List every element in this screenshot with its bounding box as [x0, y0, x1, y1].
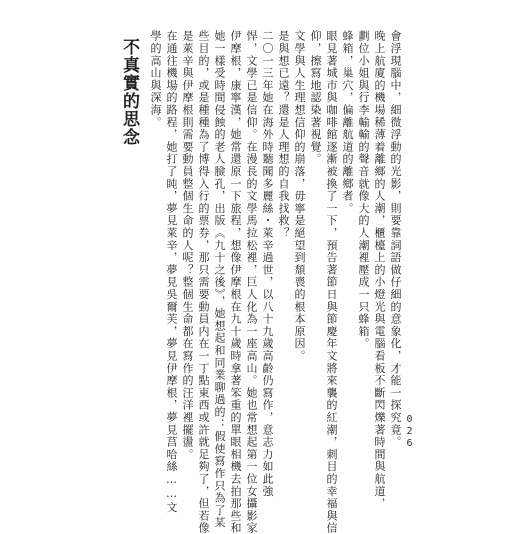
text-line: 她一樣受時間侵蝕的老人臉孔，出版《九十之後》，她想起和同業聊過的：假使寫作只為了某	[213, 30, 226, 529]
text-line: 仰，擦寫地認染著視覺。	[309, 30, 322, 166]
text-line: 悍，文學已是信仰。在漫長的文學馬拉松裡，巨人化為一座高山。她也常想起第一位女攝影家	[245, 30, 258, 534]
text-line: 在通往機場的路程，她打了盹，夢見萊辛，夢見吳爾芙，夢見伊摩根，夢見莒哈絲……文	[165, 30, 178, 514]
text-line: 伊摩根，康寧漢，她常還原一下旅程，想像伊摩根在九十歲時拿著笨重的單眼相機去拍那些和	[229, 30, 242, 534]
text-line: 晚上航廈的機場稀薄着離鄉的人潮，櫃檯上的小燈光與電腦看板不斷閃爍著時間與航道，	[373, 30, 386, 510]
text-line: 劃位小姐與行李輸輸的聲音就像大的人潮裡壓成一只蜂箱。	[357, 30, 370, 350]
text-line: 眼見著城市與咖啡館逐漸被換了一下，預告著節日與節慶年文將來襲的紅潮，刺目的幸福與信	[325, 30, 338, 534]
text-line: 學的高山與深海。	[149, 30, 162, 129]
text-line: 二〇一三年她在海外時聽聞多麗絲・萊辛過世，以八十九歲高齡仍寫作，意志力如此強	[261, 30, 274, 498]
text-line: 是萊辛與伊摩根則需要動員整個生命的人呢？整個生命都在寫作的汪洋裡擺盪。	[181, 30, 194, 461]
text-line: 會浮現腦中，細微浮動的光影，則要靠詞語做仔細的意象化，才能一探究竟。	[389, 30, 402, 449]
text-line: 文學與人生理想信仰的崩落，毋寧是絕望到頹喪的根本原因。	[293, 30, 306, 363]
text-line: 些目的，或是種種為了博得入行的票券，那只需要動員内在一丁點東西或許就足夠了，但若像	[197, 30, 210, 534]
page-number: 026	[404, 414, 415, 450]
text-line: 是與想已遠？還是人理想的自我找救？	[277, 30, 290, 240]
section-title: 不真實的思念	[119, 38, 139, 146]
text-line: 蜂箱，巢穴，偏離航道的離鄉者。	[341, 30, 354, 215]
